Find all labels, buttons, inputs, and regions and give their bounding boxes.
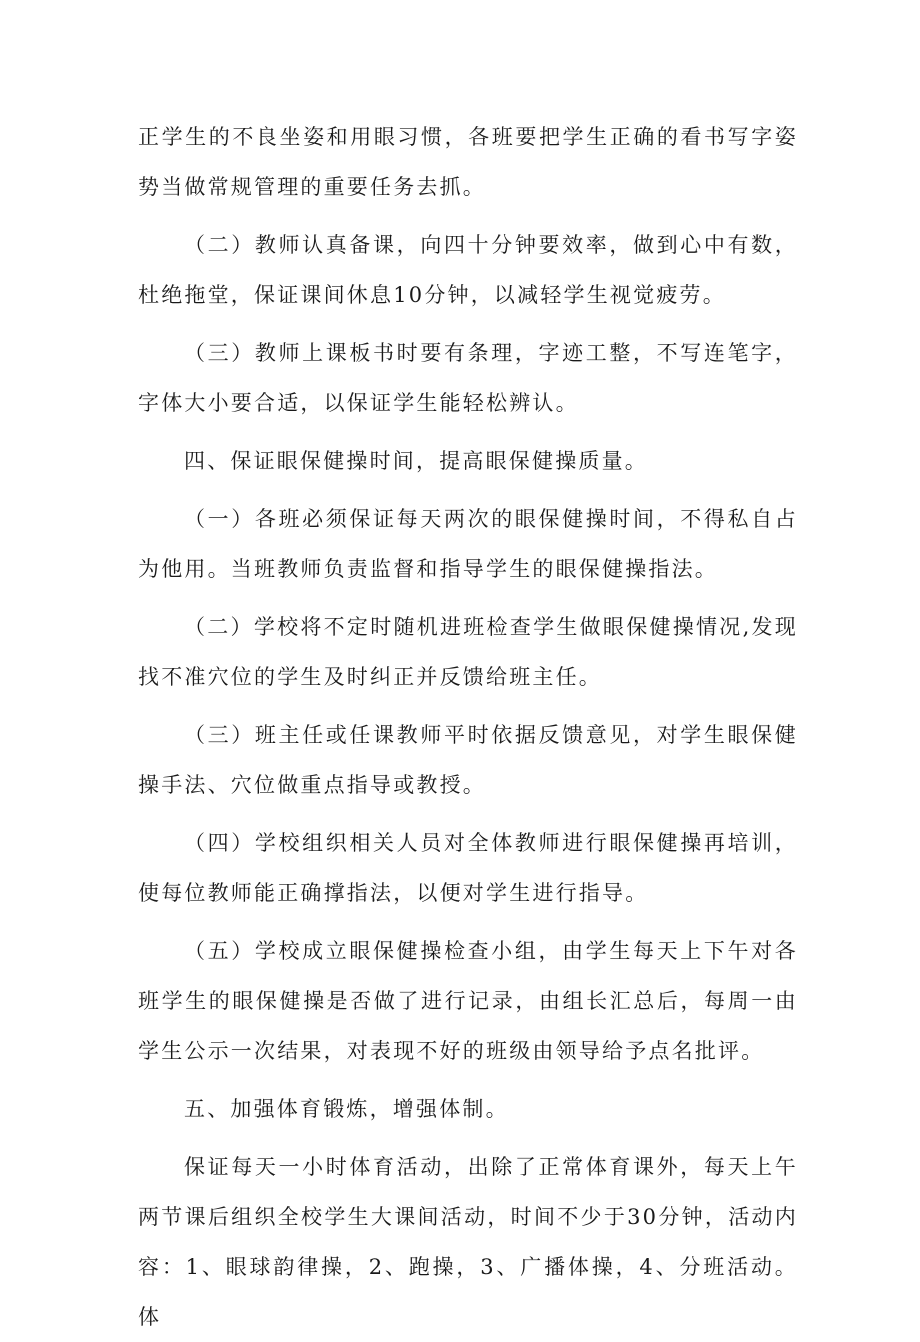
paragraph-9: （五）学校成立眼保健操检查小组，由学生每天上下午对各班学生的眼保健操是否做了进行记录，由组长汇总后，每周一由学生公示一次结果，对表现不好的班级由领导给予点名批评。 bbox=[138, 939, 798, 1063]
section-heading-4: 四、保证眼保健操时间，提高眼保健操质量。 bbox=[184, 449, 648, 473]
paragraph-11: 保证每天一小时体育活动，出除了正常体育课外，每天上午两节课后组织全校学生大课间活动，时间不少于30分钟，活动内容：1、眼球韵律操，2、跑操，3、广播体操，4、分班活动。体 bbox=[138, 1155, 798, 1329]
section-heading-5: 五、加强体育锻炼，增强体制。 bbox=[184, 1097, 509, 1121]
paragraph-3: （三）教师上课板书时要有条理，字迹工整，不写连笔字，字体大小要合适，以保证学生能轻松辨认。 bbox=[138, 341, 798, 415]
paragraph-8: （四）学校组织相关人员对全体教师进行眼保健操再培训，使每位教师能正确撑指法，以便对学生进行指导。 bbox=[138, 831, 798, 905]
paragraph-7: （三）班主任或任课教师平时依据反馈意见，对学生眼保健操手法、穴位做重点指导或教授。 bbox=[138, 723, 798, 797]
paragraph-2: （二）教师认真备课，向四十分钟要效率，做到心中有数，杜绝拖堂，保证课间休息10分钟，以减轻学生视觉疲劳。 bbox=[138, 233, 798, 307]
document-body bbox=[138, 112, 798, 1342]
paragraph-5: （一）各班必须保证每天两次的眼保健操时间，不得私自占为他用。当班教师负责监督和指导学生的眼保健操指法。 bbox=[138, 507, 798, 581]
paragraph-6: （二）学校将不定时随机进班检查学生做眼保健操情况,发现找不准穴位的学生及时纠正并反馈给班主任。 bbox=[138, 615, 798, 689]
paragraph-1: 正学生的不良坐姿和用眼习惯，各班要把学生正确的看书写字姿势当做常规管理的重要任务去抓。 bbox=[138, 125, 798, 199]
